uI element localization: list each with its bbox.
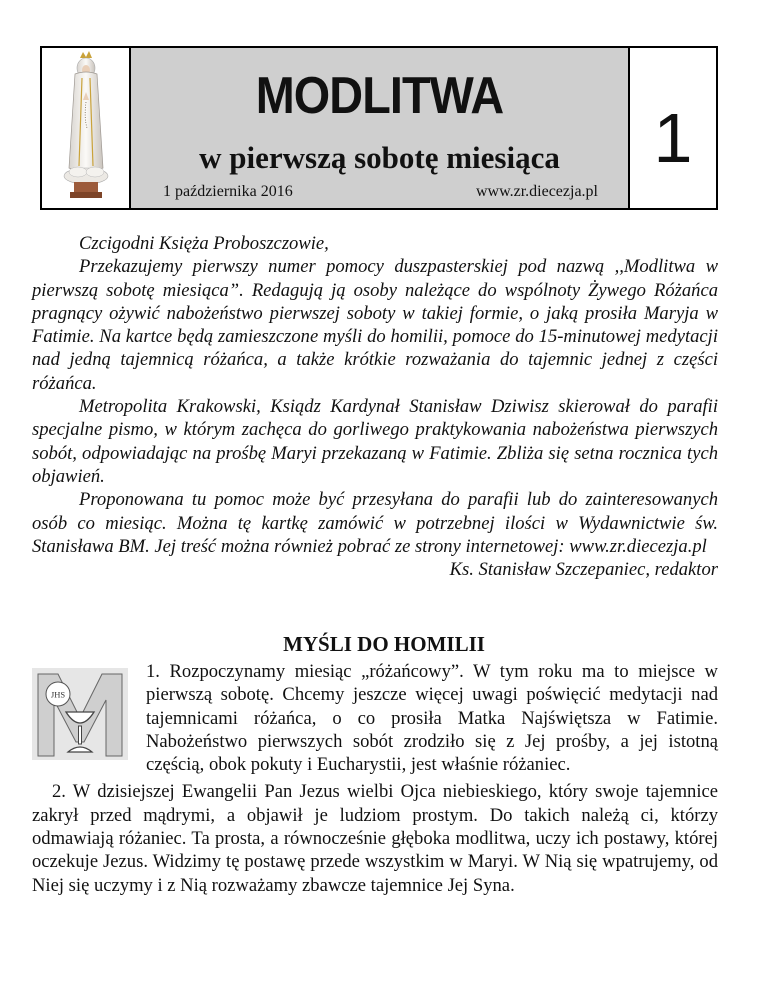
jhs-monogram: JHS <box>50 689 66 700</box>
homily-paragraph: 1. Rozpoczynamy miesiąc „różańcowy”. W tym roku ma to miejsce w pierwszą sobotę. Chcemy jeszcze więcej uwagi poświęcić medytacji nad tajemnicami różańca, o co prosiła Matka Najświętsza w Fatimie. Nabożeństwo pierwszych sobót zrodziło się z Jej prośby, a jej istotną częścią, obok pokuty i Eucharystii, jest właśnie różaniec. <box>146 661 718 776</box>
intro-paragraph: Metropolita Krakowski, Ksiądz Kardynał Stanisław Dziwisz skierował do parafii specjalne pismo, w którym zachęca do gorliwego praktykowania nabożeństwa pierwszych sobót, odpowiadając na prośbę Maryi przekazaną w Fatimie. Zbliża się setna rocznica tych objawień. <box>32 396 718 487</box>
website-url: www.zr.diecezja.pl <box>475 183 598 200</box>
publication-title: MODLITWA <box>255 67 504 125</box>
homily-paragraph: 2. W dzisiejszej Ewangelii Pan Jezus wielbi Ojca niebieskiego, który swoje tajemnice zakrył przed mądrymi, a objawił je ludziom prostym. Do takich należą ci, którzy odmawiają różaniec. Ta prosta, a równocześnie głęboka modlitwa, uczy ich postawy, której oczekuje Jezus. Widzimy tę postawę przede wszystkim w Maryi. W Nią się wpatrujemy, od Niej się uczymy i z Nią rozważamy zbawcze tajemnice Jej Syna. <box>32 781 718 896</box>
fatima-statue-image <box>42 48 129 208</box>
statue-panel <box>42 48 131 208</box>
intro-paragraph: Proponowana tu pomoc może być przesyłana do parafii lub do zainteresowanych osób co miesiąc. Można tę kartkę zamówić w potrzebnej ilości w Wydawnictwie św. Stanisława BM. Jej treść można również pobrać ze strony internetowej: www.zr.diecezja.pl <box>32 489 718 557</box>
decorative-initial-m-image <box>32 668 128 760</box>
intro-paragraph: Przekazujemy pierwszy numer pomocy duszpasterskiej pod nazwą ,,Modlitwa w pierwszą sobotę miesiąca”. Redagują ją osoby należące do wspólnoty Żywego Różańca pragnący ożywić nabożeństwo pierwszej soboty w takiej formie, o jaką prosiła Maryja w Fatimie. Na kartce będą zamieszczone myśli do homilii, pomoce do 15-minutowej medytacji nad jedną tajemnicą różańca, a także krótkie rozważania do tajemnic jednej z części różańca. <box>32 256 718 394</box>
greeting: Czcigodni Księża Proboszczowie, <box>79 233 329 254</box>
section-heading: MYŚLI DO HOMILII <box>283 632 485 656</box>
signature: Ks. Stanisław Szczepaniec, redaktor <box>449 559 718 581</box>
issue-date: 1 października 2016 <box>163 183 293 200</box>
homily-text <box>32 660 718 897</box>
intro-letter <box>32 232 718 581</box>
issue-number-panel <box>630 48 716 208</box>
masthead <box>40 46 718 210</box>
issue-number: 1 <box>653 99 693 177</box>
title-panel <box>131 48 630 208</box>
publication-subtitle: w pierwszą sobotę miesiąca <box>199 140 560 175</box>
